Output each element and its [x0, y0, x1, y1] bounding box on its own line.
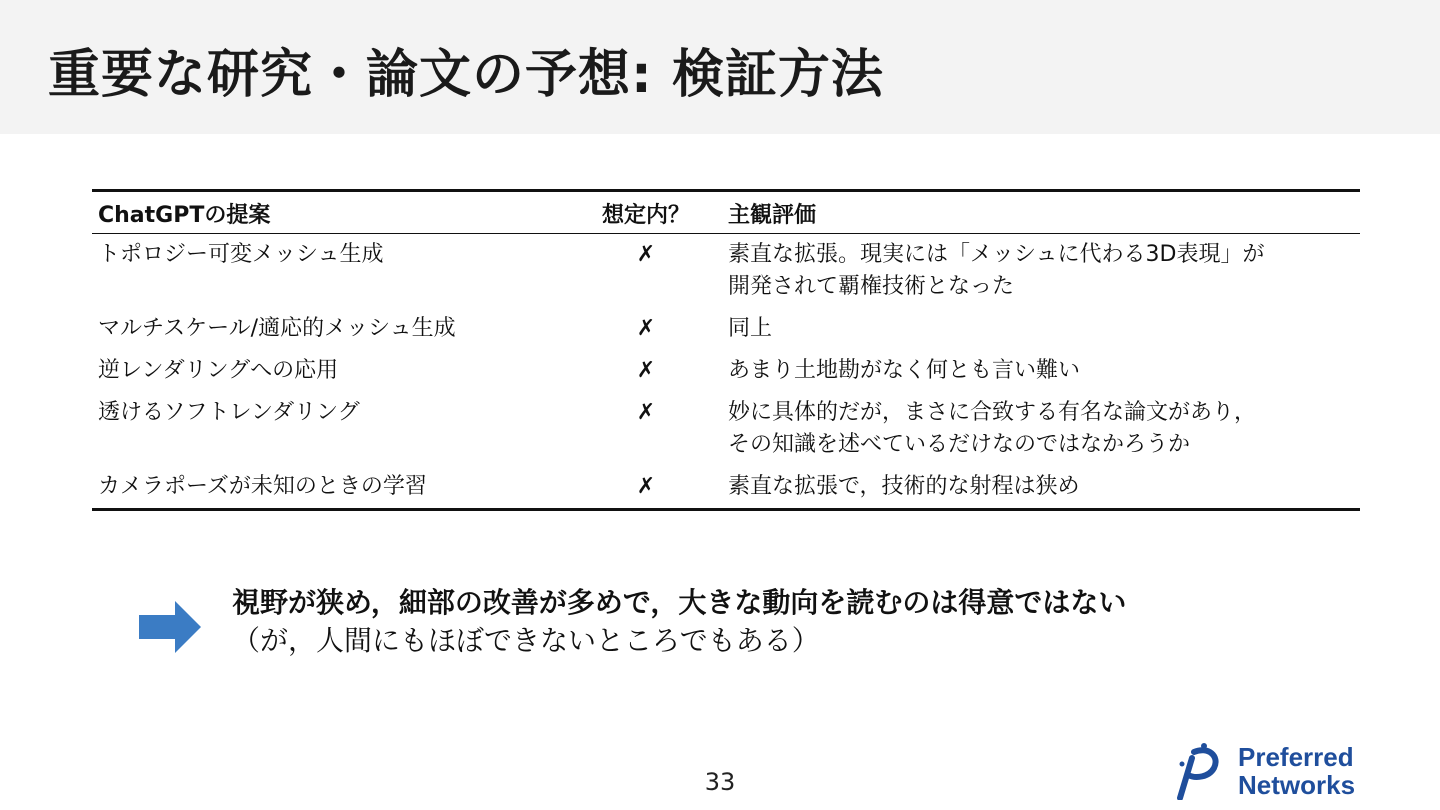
cross-mark: ✗	[636, 242, 656, 267]
evaluation-cell	[722, 392, 1360, 466]
page-number: 33	[704, 768, 736, 796]
table-row	[92, 308, 1360, 350]
evaluation-line: 同上	[728, 316, 773, 341]
preferred-networks-logo	[1174, 742, 1424, 800]
conclusion-main: 視野が狭め，細部の改善が多めで，大きな動向を読むのは得意ではない	[232, 586, 1127, 619]
table-header-row	[92, 191, 1360, 234]
proposal-cell: カメラポーズが未知のときの学習	[98, 474, 427, 499]
proposal-cell: マルチスケール/適応的メッシュ生成	[98, 316, 456, 341]
evaluation-line: 素直な拡張。現実には「メッシュに代わる3D表現」が	[728, 242, 1265, 267]
table-row	[92, 234, 1360, 309]
table-row	[92, 466, 1360, 510]
evaluation-line: その知識を述べているだけなのではなかろうか	[728, 432, 1191, 457]
logo-text-line1: Preferred	[1238, 742, 1354, 772]
conclusion-sub: （が，人間にもほぼできないところでもある）	[232, 624, 820, 657]
conclusion-block	[232, 584, 1126, 660]
evaluation-cell	[722, 466, 1360, 510]
cross-mark: ✗	[636, 400, 656, 425]
comparison-table-container	[92, 189, 1360, 511]
column-header-expected: 想定内？	[570, 191, 722, 234]
right-arrow-icon	[139, 601, 201, 653]
logo-text-line2: Networks	[1238, 770, 1356, 800]
evaluation-cell	[722, 350, 1360, 392]
evaluation-line: あまり土地勘がなく何とも言い難い	[728, 358, 1081, 383]
table-row	[92, 350, 1360, 392]
evaluation-line: 妙に具体的だが，まさに合致する有名な論文があり，	[728, 400, 1257, 425]
table-row	[92, 392, 1360, 466]
page-title: 重要な研究・論文の予想: 検証方法	[48, 45, 884, 105]
proposal-cell: トポロジー可変メッシュ生成	[98, 242, 384, 267]
title-bar	[0, 0, 1440, 134]
evaluation-line: 開発されて覇権技術となった	[728, 274, 1015, 299]
right-arrow-shape	[139, 601, 201, 653]
cross-mark: ✗	[636, 358, 656, 383]
evaluation-cell	[722, 308, 1360, 350]
cross-mark: ✗	[636, 474, 656, 499]
evaluation-line: 素直な拡張で，技術的な射程は狭め	[728, 474, 1080, 499]
comparison-table	[92, 189, 1360, 511]
proposal-cell: 逆レンダリングへの応用	[98, 358, 339, 383]
column-header-proposal: ChatGPTの提案	[92, 191, 570, 234]
logo-mark-icon	[1180, 743, 1216, 798]
proposal-cell: 透けるソフトレンダリング	[98, 400, 360, 425]
cross-mark: ✗	[636, 316, 656, 341]
evaluation-cell	[722, 234, 1360, 309]
column-header-evaluation: 主観評価	[722, 191, 1360, 234]
